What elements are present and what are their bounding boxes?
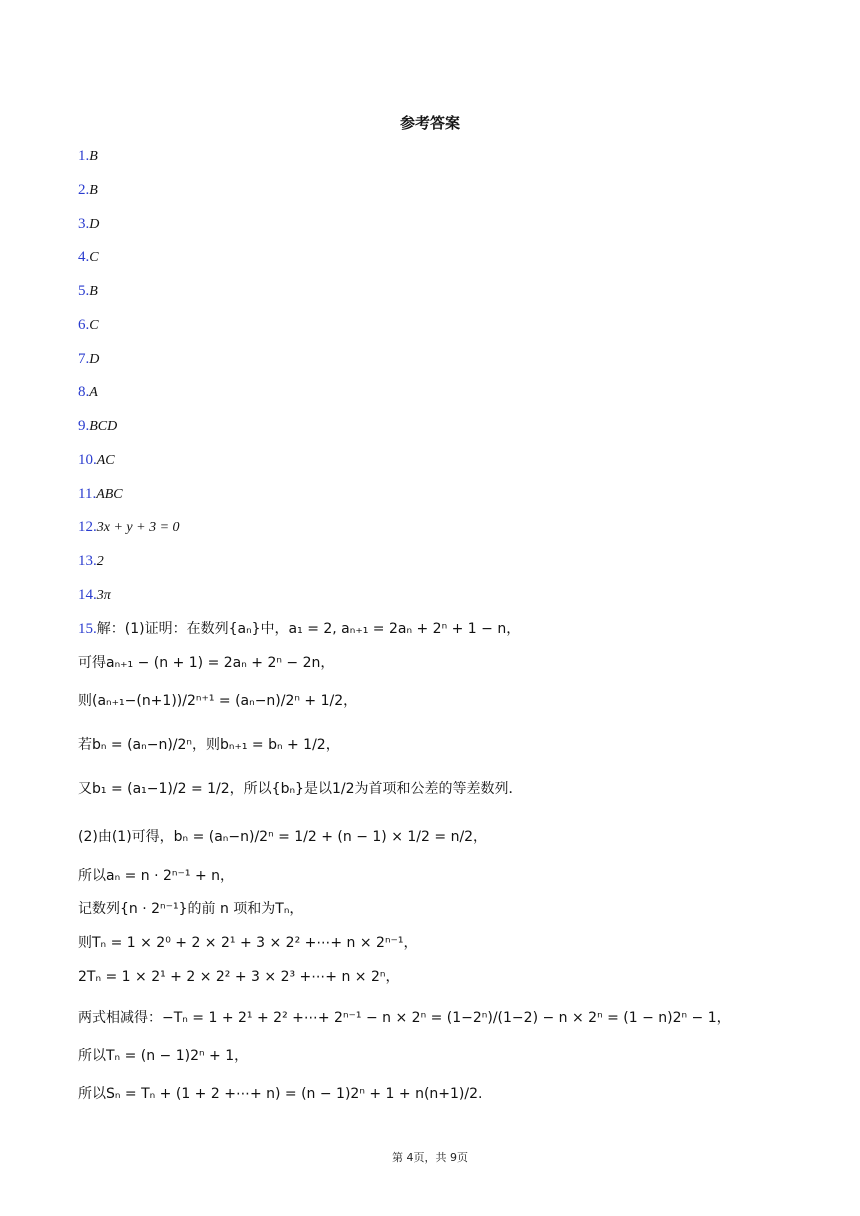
answer-text: A — [89, 385, 98, 400]
answer-line — [78, 247, 99, 268]
question-number: 5. — [78, 283, 90, 299]
solution-text: 又b₁ = (a₁−1)/2 = 1/2，所以{bₙ}是以1/2为首项和公差的等差数列． — [78, 781, 523, 797]
answer-line — [78, 551, 104, 572]
solution-text: 所以aₙ = n · 2ⁿ⁻¹ + n， — [78, 868, 235, 884]
solution-line — [78, 967, 399, 987]
solution-text: 可得aₙ₊₁ − (n + 1) = 2aₙ + 2ⁿ − 2n， — [78, 655, 335, 671]
answer-line — [78, 180, 98, 201]
answer-line — [78, 382, 98, 403]
solution-line — [78, 653, 334, 673]
solution-text: 则Tₙ = 1 × 2⁰ + 2 × 2¹ + 3 × 2² +⋯+ n × 2ⁿ⁻¹， — [78, 935, 418, 951]
answer-line — [78, 349, 99, 370]
solution-line — [78, 1008, 731, 1028]
solution-text: 2Tₙ = 1 × 2¹ + 2 × 2² + 3 × 2³ +⋯+ n × 2ⁿ， — [78, 969, 400, 985]
solution-line — [78, 1046, 248, 1066]
answer-text: 2 — [96, 554, 104, 569]
answer-text: B — [89, 284, 98, 299]
solution-line — [78, 933, 418, 953]
solution-text: 所以Tₙ = (n − 1)2ⁿ + 1， — [78, 1048, 249, 1064]
question-number: 15. — [78, 621, 97, 637]
answer-text: D — [89, 217, 100, 232]
answer-text: D — [89, 352, 100, 367]
solution-text: 两式相减得：−Tₙ = 1 + 2¹ + 2² +⋯+ 2ⁿ⁻¹ − n × 2ⁿ = (1−2ⁿ)/(1−2) − n × 2ⁿ = (1 − n)2ⁿ − 1， — [78, 1010, 731, 1026]
answer-line — [78, 315, 99, 336]
answer-line — [78, 416, 117, 437]
question-number: 3. — [78, 216, 90, 232]
answer-text: BCD — [89, 419, 118, 434]
question-number: 6. — [78, 317, 90, 333]
answer-line — [78, 484, 123, 505]
question-number: 7. — [78, 351, 90, 367]
answer-line — [78, 146, 98, 167]
solution-line — [78, 619, 520, 639]
question-number: 12. — [78, 519, 97, 535]
question-number: 10. — [78, 452, 97, 468]
answer-text: AC — [96, 453, 115, 468]
solution-line — [78, 1084, 482, 1104]
answer-text: ABC — [96, 487, 123, 502]
solution-text: (2)由(1)可得，bₙ = (aₙ−n)/2ⁿ = 1/2 + (n − 1) × 1/2 = n/2， — [78, 829, 488, 845]
page-footer: 第 4页，共 9页 — [392, 1151, 468, 1164]
answer-line — [78, 517, 180, 538]
solution-text: 若bₙ = (aₙ−n)/2ⁿ，则bₙ₊₁ = bₙ + 1/2， — [78, 737, 340, 753]
solution-line — [78, 735, 340, 755]
solution-line — [78, 779, 522, 799]
solution-text: 解：(1)证明：在数列{aₙ}中，a₁ = 2, aₙ₊₁ = 2aₙ + 2ⁿ + 1 − n， — [96, 621, 521, 637]
answer-text: B — [89, 183, 98, 198]
question-number: 2. — [78, 182, 90, 198]
answer-line — [78, 585, 111, 606]
solution-text: 记数列{n · 2ⁿ⁻¹}的前 n 项和为Tₙ， — [78, 901, 304, 917]
question-number: 1. — [78, 148, 90, 164]
question-number: 8. — [78, 384, 90, 400]
answer-line — [78, 214, 99, 235]
page-title: 参考答案 — [399, 114, 460, 132]
question-number: 11. — [78, 486, 97, 502]
solution-line — [78, 899, 303, 919]
solution-line — [78, 827, 487, 847]
solution-text: 则(aₙ₊₁−(n+1))/2ⁿ⁺¹ = (aₙ−n)/2ⁿ + 1/2， — [78, 693, 358, 709]
answer-line — [78, 281, 98, 302]
solution-line — [78, 866, 234, 886]
answer-text: B — [89, 149, 98, 164]
solution-text: 所以Sₙ = Tₙ + (1 + 2 +⋯+ n) = (n − 1)2ⁿ + 1 + n(n+1)/2. — [78, 1086, 483, 1102]
question-number: 9. — [78, 418, 90, 434]
answer-text: 3π — [96, 588, 111, 603]
answer-line — [78, 450, 115, 471]
solution-line — [78, 691, 357, 711]
answer-text: C — [89, 250, 99, 265]
question-number: 4. — [78, 249, 90, 265]
question-number: 13. — [78, 553, 97, 569]
answer-text: C — [89, 318, 99, 333]
answer-text: 3x + y + 3 = 0 — [96, 520, 180, 535]
question-number: 14. — [78, 587, 97, 603]
